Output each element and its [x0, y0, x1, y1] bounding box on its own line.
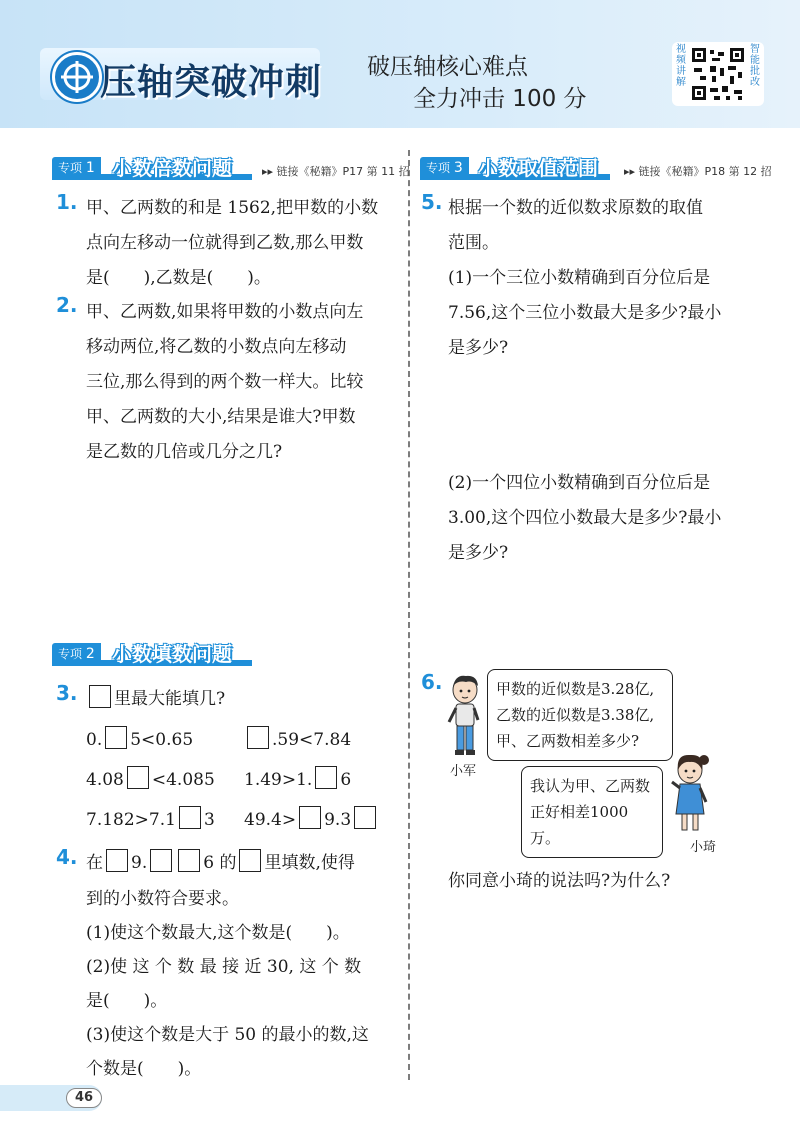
answer-box[interactable] — [354, 806, 376, 829]
question-5-line: 7.56,这个三位小数最大是多少?最小 — [448, 303, 722, 323]
boy-illustration-icon — [444, 672, 486, 758]
question-1-line: 甲、乙两数的和是 1562,把甲数的小数 — [86, 198, 379, 218]
answer-box[interactable] — [106, 849, 128, 872]
bubble-line: 正好相差1000万。 — [530, 803, 629, 847]
section-3-title: 小数取值范围 — [478, 156, 598, 180]
question-4-line: (3)使这个数是大于 50 的最小的数,这 — [86, 1025, 369, 1045]
section-2-tag: 专项 2 — [52, 643, 101, 665]
question-5-number: 5. — [421, 190, 443, 214]
section-3-header — [420, 156, 770, 182]
question-5-line: (2)一个四位小数精确到百分位后是 — [448, 473, 711, 493]
question-5-line: 是多少? — [448, 338, 509, 358]
answer-box[interactable] — [179, 806, 201, 829]
question-4-line: 到的小数符合要求。 — [86, 889, 239, 909]
question-1-line: 点向左移动一位就得到乙数,那么甲数 — [86, 233, 364, 253]
answer-box[interactable] — [150, 849, 172, 872]
section-1-tag: 专项 1 — [52, 157, 101, 179]
target-logo-icon — [52, 52, 102, 102]
question-2-line: 移动两位,将乙数的小数点向左移动 — [86, 337, 347, 357]
boy-name: 小军 — [450, 764, 477, 779]
question-4-line: (1)使这个数最大,这个数是( )。 — [86, 923, 350, 943]
question-1-line: 是( ),乙数是( )。 — [86, 268, 271, 288]
question-2-number: 2. — [56, 293, 78, 317]
girl-illustration-icon — [668, 752, 712, 836]
answer-box[interactable] — [127, 766, 149, 789]
question-5-line: 3.00,这个四位小数最大是多少?最小 — [448, 508, 722, 528]
qr-left-label: 视频讲解 — [676, 44, 686, 88]
question-5-line: (1)一个三位小数精确到百分位后是 — [448, 268, 711, 288]
question-5-line: 范围。 — [448, 233, 499, 253]
section-2-title: 小数填数问题 — [112, 642, 232, 666]
answer-box[interactable] — [89, 685, 111, 708]
bubble-line: 甲数的近似数是3.28亿, — [496, 680, 655, 698]
boy-speech-bubble — [487, 669, 673, 761]
girl-speech-bubble — [521, 766, 663, 858]
brand-title: 压轴突破冲刺 — [100, 62, 323, 103]
slogan-line-1: 破压轴核心难点 — [367, 54, 528, 80]
girl-name: 小琦 — [690, 840, 717, 855]
answer-box[interactable] — [299, 806, 321, 829]
answer-box[interactable] — [178, 849, 200, 872]
question-4-line: 是( )。 — [86, 991, 168, 1011]
answer-box[interactable] — [239, 849, 261, 872]
qr-code-icon[interactable] — [690, 46, 746, 102]
column-divider — [408, 150, 410, 1080]
bubble-line: 乙数的近似数是3.38亿, — [496, 706, 655, 724]
question-3-number: 3. — [56, 681, 78, 705]
bubble-line: 甲、乙两数相差多少? — [496, 732, 640, 750]
section-1-header — [52, 156, 410, 182]
question-3-item: 7.182>7.1 3 — [86, 806, 215, 830]
question-6-question: 你同意小琦的说法吗?为什么? — [448, 871, 671, 891]
question-5-line: 根据一个数的近似数求原数的取值 — [448, 198, 703, 218]
section-1-title: 小数倍数问题 — [112, 156, 232, 180]
page-number: 46 — [66, 1088, 102, 1108]
question-3-item: 0. 5<0.65 — [86, 726, 193, 750]
slogan-line-2: 全力冲击 100 分 — [413, 86, 587, 112]
question-1-number: 1. — [56, 190, 78, 214]
bubble-line: 我认为甲、乙两数 — [530, 777, 651, 795]
question-3-item: 1.49>1. 6 — [244, 766, 351, 790]
question-3-prompt: 里最大能填几? — [86, 684, 225, 709]
question-2-line: 三位,那么得到的两个数一样大。比较 — [86, 372, 364, 392]
question-2-line: 甲、乙两数的大小,结果是谁大?甲数 — [86, 407, 356, 427]
section-3-tag: 专项 3 — [420, 157, 469, 179]
qr-right-label: 智能批改 — [750, 44, 760, 88]
question-5-line: 是多少? — [448, 543, 509, 563]
answer-box[interactable] — [105, 726, 127, 749]
question-2-line: 是乙数的几倍或几分之几? — [86, 442, 283, 462]
question-6-number: 6. — [421, 670, 443, 694]
section-1-link[interactable]: ▸▸ 链接《秘籍》P17 第 11 招 — [262, 165, 410, 178]
question-4-number: 4. — [56, 845, 78, 869]
question-4-line: 个数是( )。 — [86, 1059, 202, 1079]
question-3-item: .59<7.84 — [244, 726, 351, 750]
question-3-item: 4.08 <4.085 — [86, 766, 215, 790]
section-3-link[interactable]: ▸▸ 链接《秘籍》P18 第 12 招 — [624, 165, 772, 178]
answer-box[interactable] — [247, 726, 269, 749]
question-4-line: (2)使 这 个 数 最 接 近 30, 这 个 数 — [86, 957, 362, 977]
answer-box[interactable] — [315, 766, 337, 789]
question-2-line: 甲、乙两数,如果将甲数的小数点向左 — [86, 302, 364, 322]
section-2-header — [52, 642, 262, 668]
question-4-line: 在 9. 6 的 里填数,使得 — [86, 848, 355, 873]
question-3-item: 49.4> 9.3 — [244, 806, 379, 830]
